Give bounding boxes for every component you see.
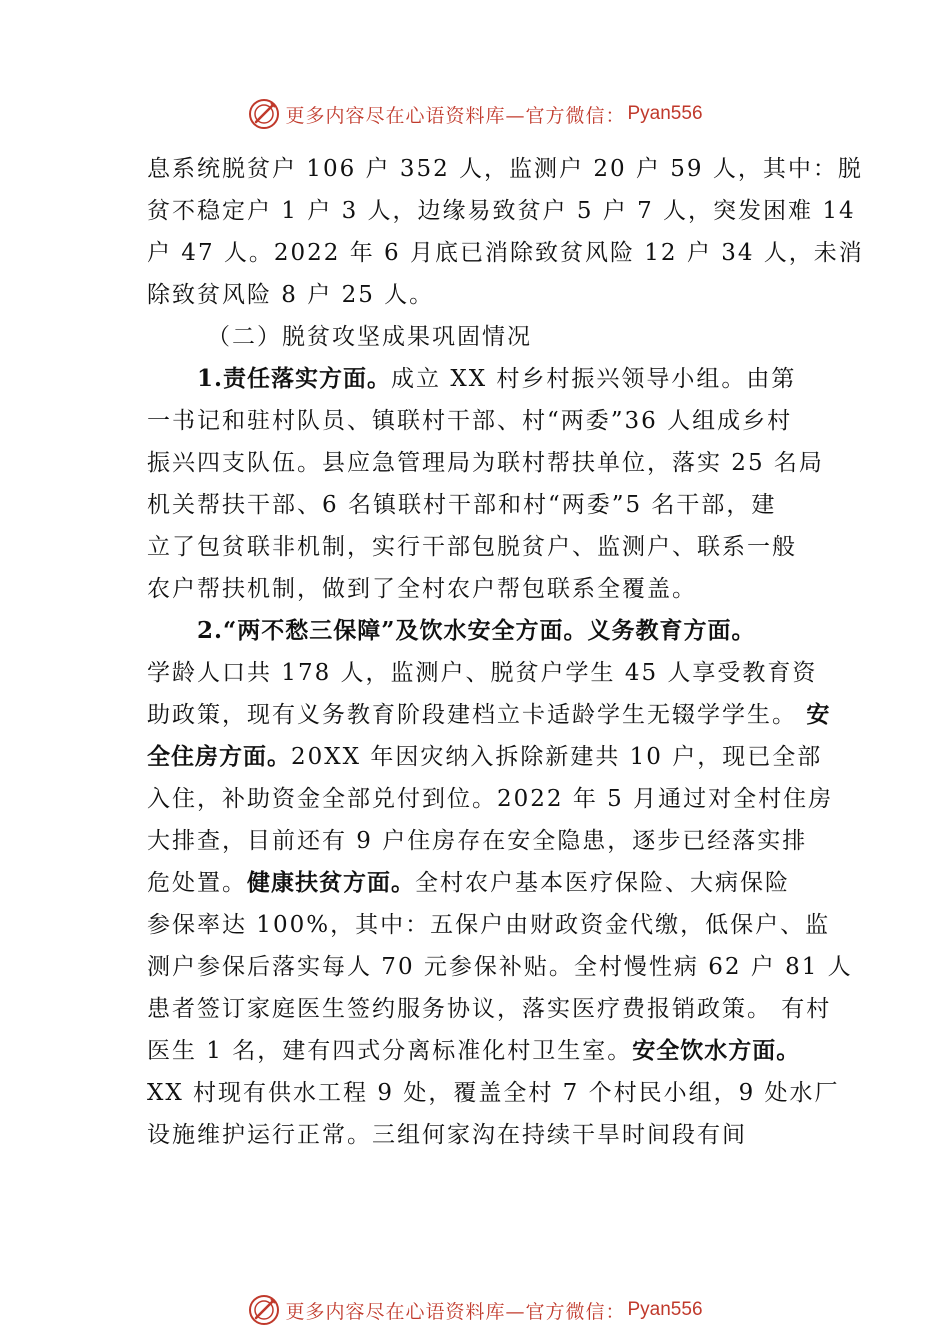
text-span: 全村农户基本医疗保险、大病保险 [415,870,790,896]
text-line: 一书记和驻村队员、镇联村干部、村“两委”36 人组成乡村 [147,408,793,434]
text-line: 学龄人口共 178 人，监测户、脱贫户学生 45 人享受教育资 [147,660,818,686]
text-span: 助政策，现有义务教育阶段建档立卡适龄学生无辍学学生。 [147,702,797,728]
brand-logo-icon [247,1293,281,1327]
text-line: 户 47 人。2022 年 6 月底已消除致贫风险 12 户 34 人，未消 [147,240,864,266]
watermark-footer [0,1290,950,1330]
subsection-heading: 1.责任落实方面。 [197,365,392,392]
inline-heading: 安 [806,701,831,728]
text-span: 成立 XX 村乡村振兴领导小组。由第 [391,366,797,392]
text-line: 立了包贫联非机制，实行干部包脱贫户、监测户、联系一般 [147,534,797,560]
text-line: 农户帮扶机制，做到了全村农户帮包联系全覆盖。 [147,576,697,602]
watermark-handle: Pyan556 [627,103,703,124]
inline-heading: 健康扶贫方面。 [247,869,415,896]
text-line: 患者签订家庭医生签约服务协议，落实医疗费报销政策。 有村 [147,996,832,1022]
text-line [147,694,831,736]
text-line [147,358,815,400]
text-line: 大排查，目前还有 9 户住房存在安全隐患，逐步已经落实排 [147,828,808,854]
text-line [147,736,823,778]
text-line: 参保率达 100%，其中：五保户由财政资金代缴，低保户、监 [147,912,831,938]
text-line: 除致贫风险 8 户 25 人。 [147,282,435,308]
brand-logo-icon [247,97,281,131]
watermark-text: 更多内容尽在心语资料库—官方微信： [285,104,626,127]
inline-heading: 安全饮水方面。 [632,1037,801,1064]
text-line: 振兴四支队伍。县应急管理局为联村帮扶单位，落实 25 名局 [147,450,824,476]
watermark-header [0,94,950,134]
text-line [147,862,815,904]
text-line: 机关帮扶干部、6 名镇联村干部和村“两委”5 名干部，建 [147,492,777,518]
text-span: 20XX 年因灾纳入拆除新建共 10 户，现已全部 [291,744,823,770]
document-body [147,148,864,1156]
text-span: 危处置。 [147,870,247,896]
text-line [147,610,815,652]
watermark-text: 更多内容尽在心语资料库—官方微信： [285,1300,626,1323]
text-line: 息系统脱贫户 106 户 352 人，监测户 20 户 59 人，其中：脱 [147,156,863,182]
text-line [147,1030,815,1072]
text-line: 测户参保后落实每人 70 元参保补贴。全村慢性病 62 户 81 人 [147,954,853,980]
inline-heading: 全住房方面。 [147,743,291,770]
text-line: 入住，补助资金全部兑付到位。2022 年 5 月通过对全村住房 [147,786,834,812]
text-line: 设施维护运行正常。三组何家沟在持续干旱时间段有间 [147,1122,747,1148]
section-title: （二）脱贫攻坚成果巩固情况 [207,324,532,350]
text-span: 医生 1 名，建有四式分离标准化村卫生室。 [147,1038,633,1064]
text-line: XX 村现有供水工程 9 处，覆盖全村 7 个村民小组，9 处水厂 [147,1080,840,1106]
subsection-heading: 2.“两不愁三保障”及饮水安全方面。义务教育方面。 [197,617,756,644]
watermark-handle: Pyan556 [627,1299,703,1320]
text-line: 贫不稳定户 1 户 3 人，边缘易致贫户 5 户 7 人，突发困难 14 [147,198,856,224]
